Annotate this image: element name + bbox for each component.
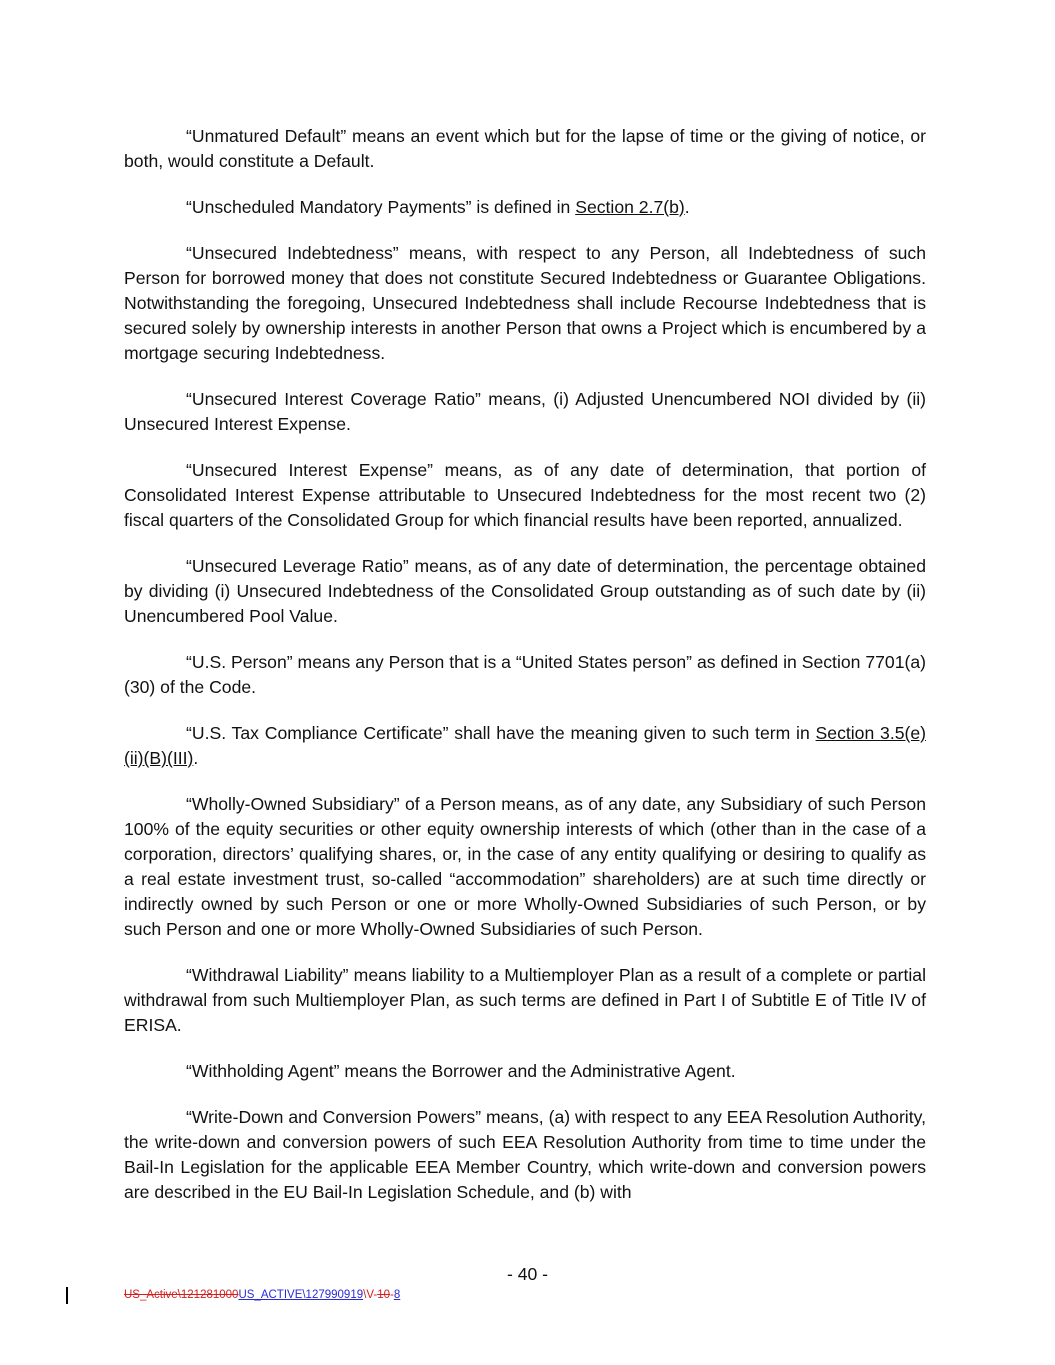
definition-paragraph [124,387,926,437]
paragraph-text: “U.S. Tax Compliance Certificate” shall have the meaning given to such term in [186,723,816,743]
definition-paragraph [124,124,926,174]
definition-paragraph [124,650,926,700]
paragraph-text: “Unsecured Indebtedness” means, with respect to any Person, all Indebtedness of such Person for borrowed money that does not constitute Secured Indebtedness or Guarantee Obligations. Notwithstanding the foregoing, Unsecured Indebtedness shall include Recourse Indebtedness that is secured solely by ownership interests in another Person that owns a Project which is encumbered by a mortgage securing Indebtedness. [124,243,926,363]
definition-paragraph [124,963,926,1038]
page-number: - 40 - [506,1264,549,1284]
paragraph-text: “Unsecured Leverage Ratio” means, as of any date of determination, the percentage obtained by dividing (i) Unsecured Indebtedness of the Consolidated Group outstanding as of such date by (ii) Unencumbered Pool Value. [124,556,926,626]
footer-segment-ins: 8 [393,1289,401,1301]
paragraph-text: “Unsecured Interest Coverage Ratio” means, (i) Adjusted Unencumbered NOI divided by (ii) Unsecured Interest Expense. [124,389,926,434]
footer-segment-ins: US_ACTIVE\127990919 [238,1289,364,1301]
definition-paragraph [124,1105,926,1205]
section-reference: Section 2.7(b) [575,197,685,217]
document-body [124,124,926,1226]
paragraph-text: “Unsecured Interest Expense” means, as of any date of determination, that portion of Consolidated Interest Expense attributable to Unsecured Indebtedness for the most recent two (2) fiscal quarters of the Consolidated Group for which financial results have been reported, annualized. [124,460,926,530]
definition-paragraph [124,241,926,366]
paragraph-text: “Write-Down and Conversion Powers” means, (a) with respect to any EEA Resolution Authority, the write-down and conversion powers of such EEA Resolution Authority from time to time under the Bail-In Legislation for the applicable EEA Member Country, which write-down and conversion powers are described in the EU Bail-In Legislation Schedule, and (b) with [124,1107,926,1202]
definition-paragraph [124,554,926,629]
definition-paragraph [124,195,926,220]
paragraph-text: “Withdrawal Liability” means liability to a Multiemployer Plan as a result of a complete or partial withdrawal from such Multiemployer Plan, as such terms are defined in Part I of Subtitle E of Title IV of ERISA. [124,965,926,1035]
paragraph-text: “Withholding Agent” means the Borrower and the Administrative Agent. [186,1061,736,1081]
footer-segment-del: 10 [377,1289,390,1301]
section-reference: Section 3.5(e)(ii)(B)(III) [124,723,926,768]
footer-segment-del: US_Active\121281000 [124,1289,239,1301]
paragraph-text: . [684,197,690,217]
definition-paragraph [124,1059,926,1084]
paragraph-text: “U.S. Person” means any Person that is a “United States person” as defined in Section 7701(a)(30) of the Code. [124,652,926,697]
definition-paragraph [124,721,926,771]
paragraph-text: “Wholly-Owned Subsidiary” of a Person means, as of any date, any Subsidiary of such Person 100% of the equity securities or other equity ownership interests of which (other than in the case of a corporation, directors’ qualifying shares, or, in the case of any entity qualifying or desiring to qualify as a real estate investment trust, so-called “accommodation” shareholders) are at such time directly or indirectly owned by such Person or one or more Wholly-Owned Subsidiaries of such Person, or by such Person and one or more Wholly-Owned Subsidiaries of such Person. [124,794,926,939]
paragraph-text: . [193,748,199,768]
footer-segment-plain: - [389,1289,394,1301]
definition-paragraph [124,792,926,942]
paragraph-text: “Unmatured Default” means an event which but for the lapse of time or the giving of notice, or both, would constitute a Default. [124,126,926,171]
document-footer-id [124,1287,400,1303]
change-bar [66,1287,68,1304]
footer-segment-plain: \V- [363,1289,378,1301]
paragraph-text: “Unscheduled Mandatory Payments” is defined in [186,197,576,217]
definition-paragraph [124,458,926,533]
